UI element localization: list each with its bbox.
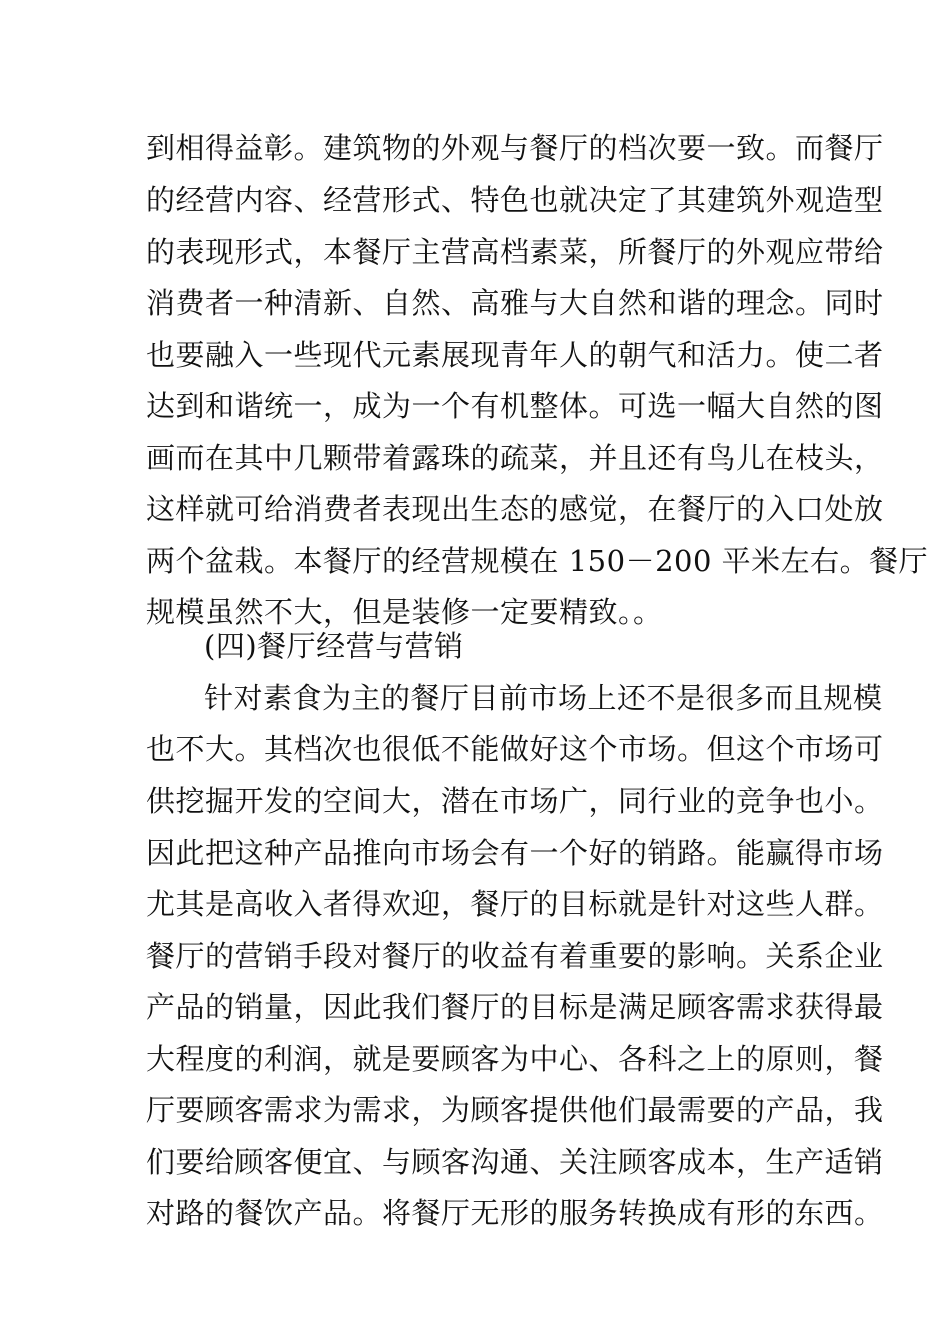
paragraph-line: 规模虽然不大，但是装修一定要精致。。 (146, 595, 663, 629)
paragraph-line: 也要融入一些现代元素展现青年人的朝气和活力。使二者 (146, 338, 884, 372)
paragraph-first-line: 针对素食为主的餐厅目前市场上还不是很多而且规模 (204, 681, 883, 715)
paragraph-line: 餐厅的营销手段对餐厅的收益有着重要的影响。关系企业 (146, 939, 884, 973)
paragraph-line: 两个盆栽。本餐厅的经营规模在 150－200 平米左右。餐厅 (146, 544, 929, 578)
paragraph-line: 们要给顾客便宜、与顾客沟通、关注顾客成本，生产适销 (146, 1145, 884, 1179)
paragraph-line: 这样就可给消费者表现出生态的感觉，在餐厅的入口处放 (146, 492, 884, 526)
paragraph-line: 大程度的利润，就是要顾客为中心、各科之上的原则，餐 (146, 1042, 884, 1076)
paragraph-line: 尤其是高收入者得欢迎，餐厅的目标就是针对这些人群。 (146, 887, 884, 921)
paragraph-line: 供挖掘开发的空间大，潜在市场广，同行业的竞争也小。 (146, 784, 884, 818)
paragraph-line: 达到和谐统一，成为一个有机整体。可选一幅大自然的图 (146, 389, 884, 423)
paragraph-line: 画而在其中几颗带着露珠的疏菜，并且还有鸟儿在枝头， (146, 441, 884, 475)
paragraph-line: 厅要顾客需求为需求，为顾客提供他们最需要的产品，我 (146, 1093, 884, 1127)
paragraph-line: 也不大。其档次也很低不能做好这个市场。但这个市场可 (146, 732, 884, 766)
paragraph-line: 消费者一种清新、自然、高雅与大自然和谐的理念。同时 (146, 286, 884, 320)
paragraph-line: 因此把这种产品推向市场会有一个好的销路。能赢得市场 (146, 836, 884, 870)
paragraph-line: 到相得益彰。建筑物的外观与餐厅的档次要一致。而餐厅 (146, 131, 884, 165)
paragraph-line: 产品的销量，因此我们餐厅的目标是满足顾客需求获得最 (146, 990, 884, 1024)
paragraph-line: 的经营内容、经营形式、特色也就决定了其建筑外观造型 (146, 183, 884, 217)
section-heading: (四)餐厅经营与营销 (204, 629, 464, 663)
paragraph-line: 对路的餐饮产品。将餐厅无形的服务转换成有形的东西。 (146, 1196, 884, 1230)
paragraph-line: 的表现形式，本餐厅主营高档素菜，所餐厅的外观应带给 (146, 235, 884, 269)
